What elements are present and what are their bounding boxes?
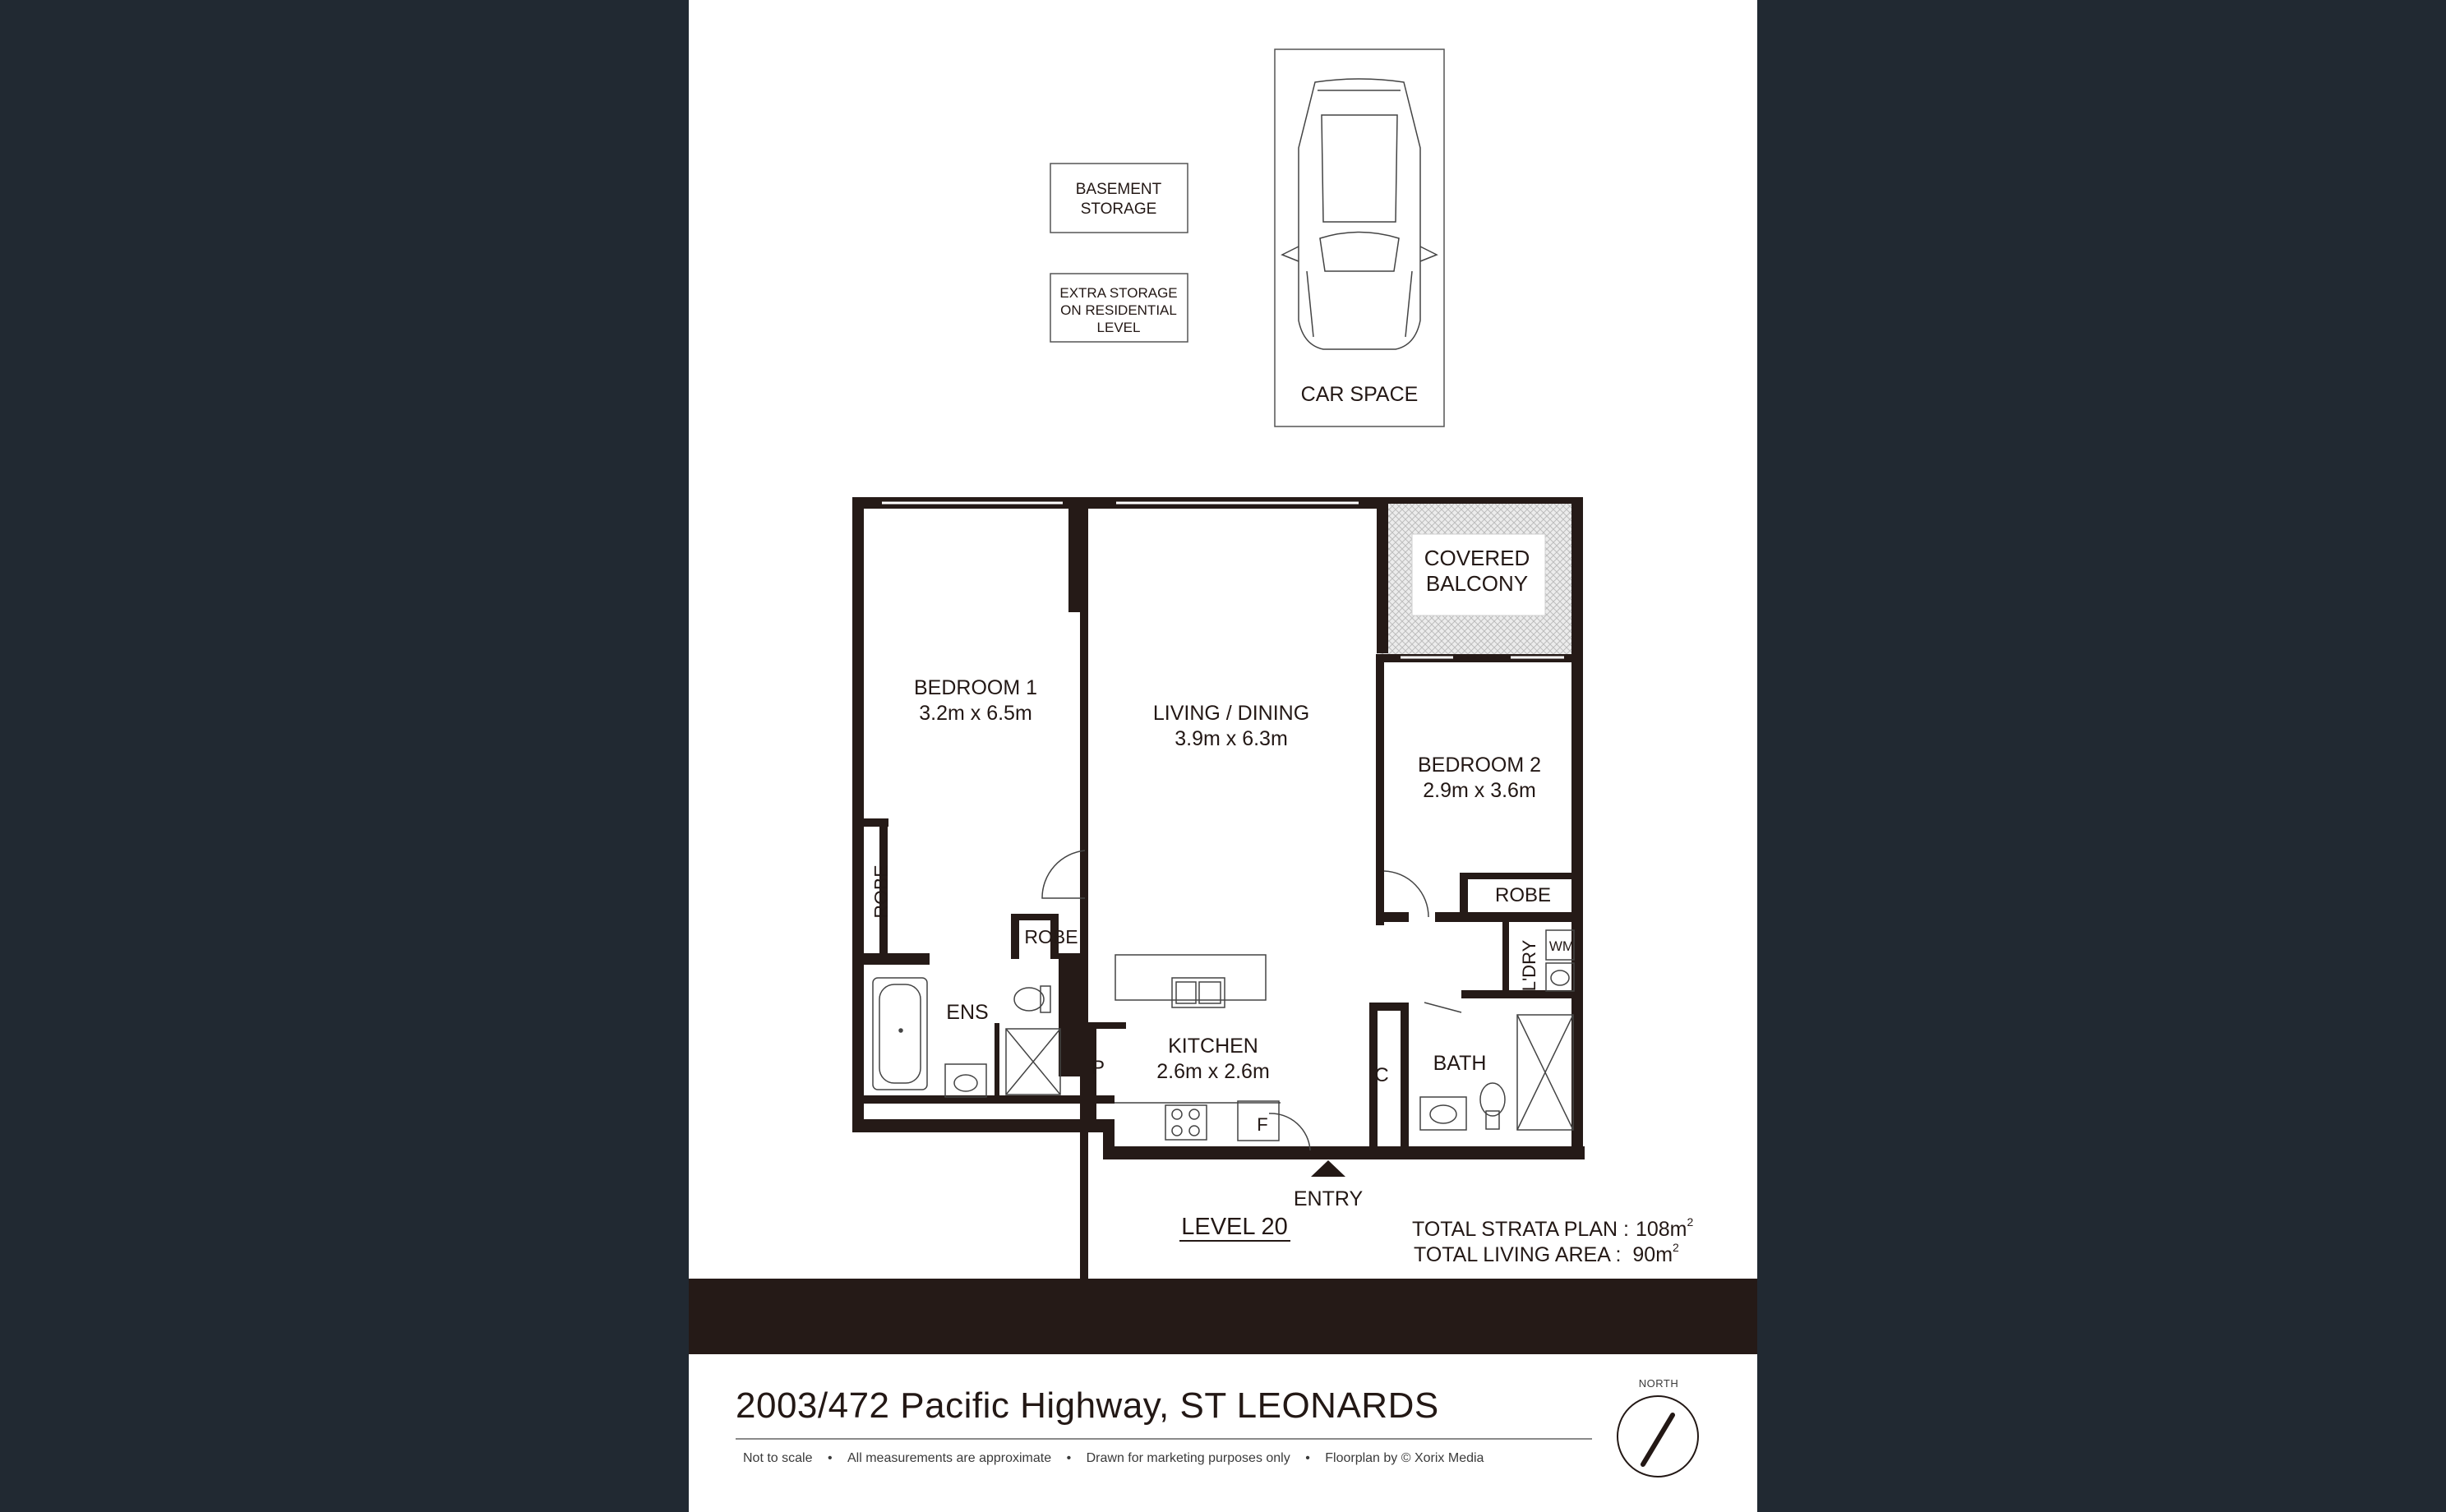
- note-measurements: All measurements are approximate: [847, 1451, 1052, 1465]
- bed2-robe-label: ROBE: [1494, 884, 1552, 906]
- footer-notes: [743, 1451, 1484, 1466]
- living-area: TOTAL LIVING AREA : $90m^2$: [1414, 1241, 1679, 1266]
- living-size: 3.9m x 6.3m: [1175, 727, 1288, 750]
- car-space: [1275, 49, 1444, 426]
- floorplan-sheet: [689, 0, 1757, 1512]
- level-label: LEVEL 20: [1181, 1214, 1288, 1240]
- strata-area: TOTAL STRATA PLAN : $108m^2$: [1412, 1215, 1694, 1241]
- bedroom2-size: 2.9m x 3.6m: [1423, 779, 1536, 802]
- pantry-label: P: [1091, 1057, 1105, 1079]
- extra-storage-line1: EXTRA STORAGE: [1059, 285, 1178, 301]
- bed1-robe-label: ROBE: [870, 864, 892, 919]
- fridge-label: F: [1257, 1114, 1268, 1135]
- bullet: •: [1305, 1451, 1310, 1465]
- kitchen-name: KITCHEN: [1168, 1035, 1258, 1058]
- cupboard-label: C: [1374, 1064, 1389, 1086]
- north-compass: [1613, 1377, 1704, 1492]
- note-scale: Not to scale: [743, 1451, 813, 1465]
- bedroom2-name: BEDROOM 2: [1417, 754, 1542, 777]
- property-address: 2003/472 Pacific Highway, ST LEONARDS: [736, 1385, 1439, 1426]
- north-arrow-icon: [1618, 1397, 1697, 1476]
- note-marketing: Drawn for marketing purposes only: [1086, 1451, 1290, 1465]
- ensuite-robe-label: ROBE: [1024, 926, 1078, 947]
- car-space-label: CAR SPACE: [1300, 383, 1419, 406]
- basement-storage-line1: BASEMENT: [1075, 181, 1162, 198]
- car-icon: [1282, 79, 1437, 349]
- balcony-label-line2: BALCONY: [1425, 571, 1529, 596]
- bullet: •: [1066, 1451, 1072, 1465]
- bedroom1-name: BEDROOM 1: [913, 676, 1038, 699]
- basement-storage-box: [1050, 164, 1188, 233]
- compass-dial: [1617, 1395, 1699, 1477]
- bath-label: BATH: [1433, 1052, 1487, 1075]
- bedroom1-size: 3.2m x 6.5m: [919, 702, 1032, 725]
- kitchen-size: 2.6m x 2.6m: [1156, 1060, 1270, 1083]
- washing-machine-label: WM: [1548, 938, 1575, 954]
- extra-storage-box: [1050, 274, 1188, 342]
- balcony-label-line1: COVERED: [1424, 546, 1530, 570]
- bullet: •: [827, 1451, 833, 1465]
- living-name: LIVING / DINING: [1152, 702, 1310, 725]
- entry-label: ENTRY: [1293, 1187, 1364, 1210]
- extra-storage-line2: ON RESIDENTIAL: [1060, 302, 1177, 318]
- basement-storage-line2: STORAGE: [1080, 201, 1157, 218]
- footer-band: [689, 1279, 1757, 1354]
- footer-divider: [736, 1438, 1592, 1440]
- entry-arrow-icon: [1311, 1160, 1345, 1177]
- laundry-label: L'DRY: [1519, 939, 1539, 992]
- note-credit: Floorplan by © Xorix Media: [1325, 1451, 1484, 1465]
- extra-storage-line3: LEVEL: [1096, 320, 1141, 335]
- ensuite-label: ENS: [946, 1001, 989, 1024]
- north-label: NORTH: [1638, 1377, 1679, 1390]
